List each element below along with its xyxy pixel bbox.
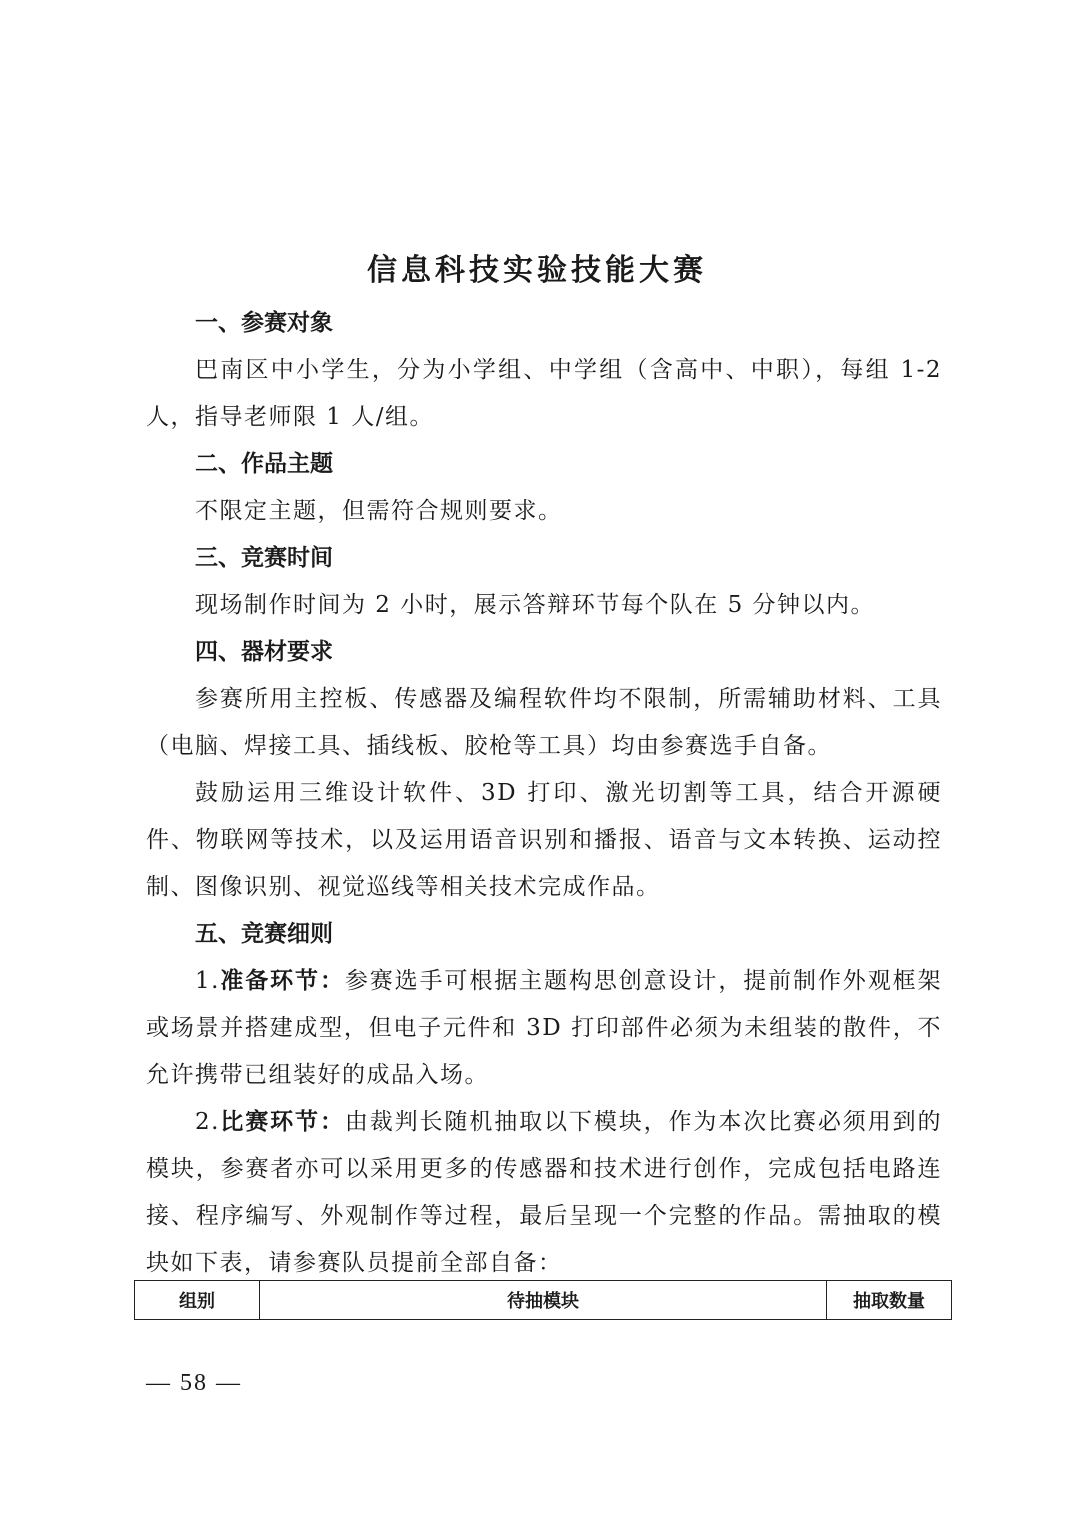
document-body [146, 300, 942, 1287]
rule-paragraph [146, 1099, 942, 1287]
section-heading-rules: 五、竞赛细则 [195, 921, 333, 947]
section-paragraph: 现场制作时间为 2 小时，展示答辩环节每个队在 5 分钟以内。 [195, 592, 876, 618]
section-paragraph: 鼓励运用三维设计软件、3D 打印、激光切割等工具，结合开源硬件、物联网等技术，以及运用语音识别和播报、语音与文本转换、运动控制、图像识别、视觉巡线等相关技术完成作品。 [146, 780, 942, 900]
module-table [134, 1280, 952, 1320]
section-heading-participants: 一、参赛对象 [195, 310, 333, 336]
section-heading-equipment: 四、器材要求 [195, 639, 333, 665]
rule-text: 由裁判长随机抽取以下模块，作为本次比赛必须用到的模块，参赛者亦可以采用更多的传感器和技术进行创作，完成包括电路连接、程序编写、外观制作等过程，最后呈现一个完整的作品。需抽取的模块如下表，请参赛队员提前全部自备： [146, 1109, 943, 1276]
document-title: 信息科技实验技能大赛 [367, 253, 707, 288]
table-header-group: 组别 [135, 1281, 260, 1320]
section-paragraph: 参赛所用主控板、传感器及编程软件均不限制，所需辅助材料、工具（电脑、焊接工具、插线板、胶枪等工具）均由参赛选手自备。 [146, 686, 942, 759]
table-header-count: 抽取数量 [827, 1281, 952, 1320]
section-heading-time: 三、竞赛时间 [195, 545, 333, 571]
section-paragraph: 不限定主题，但需符合规则要求。 [195, 498, 563, 524]
rule-label: 准备环节： [219, 968, 345, 994]
rule-text: 参赛选手可根据主题构思创意设计，提前制作外观框架或场景并搭建成型，但电子元件和 3D 打印部件必须为未组装的散件，不允许携带已组装好的成品入场。 [146, 968, 943, 1088]
section-paragraph: 巴南区中小学生，分为小学组、中学组（含高中、中职），每组 1-2 人，指导老师限 1 人/组。 [146, 357, 942, 430]
table-header-row [135, 1281, 952, 1320]
table-header-modules: 待抽模块 [260, 1281, 827, 1320]
rule-number: 2. [195, 1109, 220, 1135]
section-heading-theme: 二、作品主题 [195, 451, 333, 477]
page-number: — 58 — [146, 1370, 242, 1396]
rule-number: 1. [195, 968, 220, 994]
rule-label: 比赛环节： [219, 1109, 345, 1135]
rule-paragraph [146, 958, 942, 1099]
